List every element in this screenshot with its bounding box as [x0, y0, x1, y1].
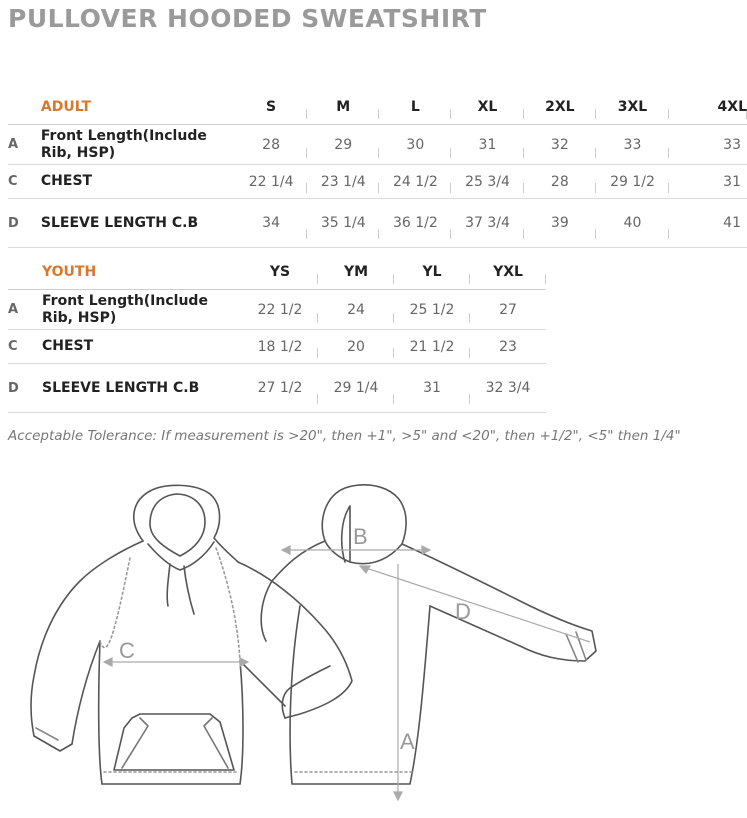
adult-group-label: ADULT: [33, 90, 235, 125]
cell-value: 30: [379, 125, 451, 165]
table-row: [8, 199, 747, 248]
adult-header-row: [8, 90, 747, 125]
sleeve-measure-line: [360, 566, 590, 642]
cell-value: 22 1/4: [235, 165, 307, 199]
row-code: D: [8, 364, 34, 413]
table-row: [8, 364, 546, 413]
row-label: Front Length(Include Rib, HSP): [34, 290, 242, 330]
cell-value: 34: [235, 199, 307, 248]
table-row: [8, 125, 747, 165]
cell-value: 27: [470, 290, 546, 330]
cell-value: 21 1/2: [394, 330, 470, 364]
cell-value: 29 1/4: [318, 364, 394, 413]
cell-value: 32 3/4: [470, 364, 546, 413]
row-code: A: [8, 290, 34, 330]
cell-value: 20: [318, 330, 394, 364]
cell-value: 35 1/4: [307, 199, 379, 248]
cell-value: 33: [669, 125, 747, 165]
cell-value: 24 1/2: [379, 165, 451, 199]
cell-value: 23: [470, 330, 546, 364]
youth-group-label: YOUTH: [34, 255, 242, 290]
cell-value: 33: [596, 125, 669, 165]
size-header: 3XL: [596, 90, 669, 125]
youth-size-table: [8, 255, 546, 413]
table-row: [8, 290, 546, 330]
diagram-label-a: A: [400, 729, 415, 754]
cell-value: 31: [394, 364, 470, 413]
cell-value: 18 1/2: [242, 330, 318, 364]
cell-value: 29 1/2: [596, 165, 669, 199]
table-row: [8, 330, 546, 364]
cell-value: 23 1/4: [307, 165, 379, 199]
cell-value: 32: [524, 125, 597, 165]
arrow-down-icon: [394, 792, 402, 800]
row-label: SLEEVE LENGTH C.B: [33, 199, 235, 248]
size-header: YXL: [470, 255, 546, 290]
arrow-left-icon: [282, 546, 290, 554]
youth-header-row: [8, 255, 546, 290]
size-header: 4XL: [669, 90, 747, 125]
size-header: L: [379, 90, 451, 125]
cell-value: 25 3/4: [451, 165, 523, 199]
adult-size-table: [8, 90, 747, 248]
cell-value: 28: [524, 165, 597, 199]
arrow-right-icon: [422, 546, 430, 554]
cell-value: 36 1/2: [379, 199, 451, 248]
row-code: C: [8, 330, 34, 364]
row-label: Front Length(Include Rib, HSP): [33, 125, 235, 165]
row-label: SLEEVE LENGTH C.B: [34, 364, 242, 413]
cell-value: 39: [524, 199, 597, 248]
cell-value: 41: [669, 199, 747, 248]
cell-value: 25 1/2: [394, 290, 470, 330]
row-code: A: [8, 125, 33, 165]
cell-value: 24: [318, 290, 394, 330]
hoodie-measurement-diagram: [0, 466, 747, 818]
table-row: [8, 165, 747, 199]
front-hoodie-outline: [31, 485, 352, 784]
row-code: D: [8, 199, 33, 248]
tolerance-note: Acceptable Tolerance: If measurement is >20", then +1", >5" and <20", then +1/2", <5" then 1/4": [8, 428, 681, 444]
cell-value: 40: [596, 199, 669, 248]
measurement-guides: [104, 546, 590, 800]
row-label: CHEST: [33, 165, 235, 199]
cell-value: 22 1/2: [242, 290, 318, 330]
diagram-label-d: D: [455, 599, 471, 624]
page-title: PULLOVER HOODED SWEATSHIRT: [8, 4, 487, 33]
size-header: 2XL: [524, 90, 597, 125]
cell-value: 27 1/2: [242, 364, 318, 413]
cell-value: 28: [235, 125, 307, 165]
arrow-up-left-icon: [360, 566, 370, 573]
size-header: M: [307, 90, 379, 125]
size-header: YL: [394, 255, 470, 290]
cell-value: 29: [307, 125, 379, 165]
cell-value: 37 3/4: [451, 199, 523, 248]
cell-value: 31: [669, 165, 747, 199]
row-code: C: [8, 165, 33, 199]
row-label: CHEST: [34, 330, 242, 364]
back-hoodie-outline: [261, 485, 596, 784]
size-header: XL: [451, 90, 523, 125]
arrow-left-icon: [104, 658, 112, 666]
diagram-label-b: B: [353, 524, 368, 549]
size-header: YS: [242, 255, 318, 290]
size-header: S: [235, 90, 307, 125]
diagram-label-c: C: [119, 638, 135, 663]
size-header: YM: [318, 255, 394, 290]
cell-value: 31: [451, 125, 523, 165]
